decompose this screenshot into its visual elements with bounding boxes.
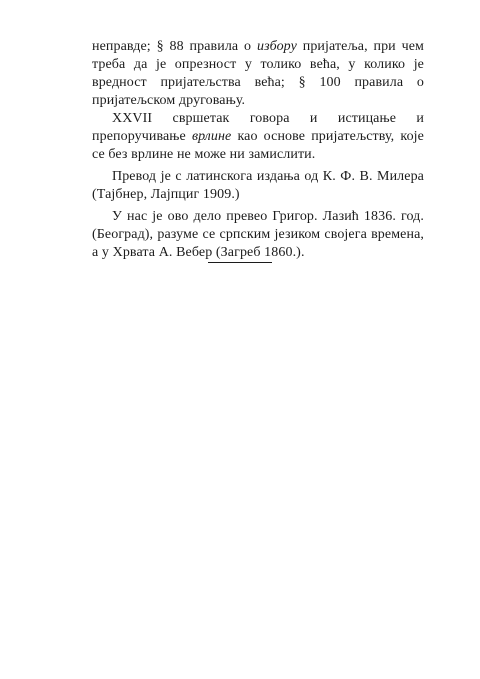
text-run: неправде; § 88 правила о: [92, 39, 257, 54]
italic-word: избору: [256, 39, 297, 54]
paragraph-translation-note: Превод је с латинскога издања од К. Ф. В. Милера (Тајбнер, Лајпциг 1909.): [92, 169, 424, 202]
text-run: пријатеља, при чем треба да је опрезност у толико већа, у колико је вредност пријатељства већа; § 100 правила о пријатељском друговању.: [92, 39, 424, 108]
paragraph-xxvii: [92, 110, 424, 164]
paragraph-continuation: [92, 38, 424, 110]
italic-word: врлине: [191, 129, 232, 144]
text-run: XXVII свршетак говора и истицање и препоручивање: [92, 111, 424, 144]
text-run: као основе пријатељству, које се без врлине не може ни замислити.: [92, 129, 424, 162]
section-divider: [208, 262, 272, 263]
paragraph-previous-translations: У нас је ово дело превео Григор. Лазић 1836. год. (Београд), разуме се српским језиком својега времена, а у Хрвата А. Вебер (Загреб 1860.).: [92, 209, 424, 260]
body-text: [92, 38, 424, 262]
